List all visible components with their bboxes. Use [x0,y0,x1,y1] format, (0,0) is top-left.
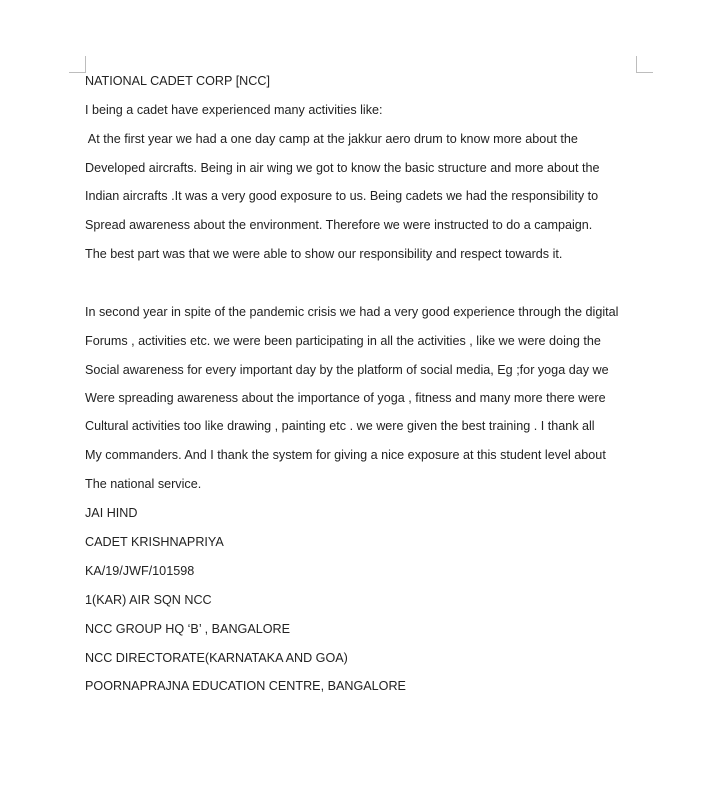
paragraph1-line: At the first year we had a one day camp at the jakkur aero drum to know more about the [85,132,578,146]
paragraph2-line: Forums , activities etc. we were been participating in all the activities , like we were doing the [85,334,601,348]
paragraph2-line: Cultural activities too like drawing , painting etc . we were given the best training . I thank all [85,419,595,433]
margin-corner-top-left [69,56,86,73]
paragraph1-line: Spread awareness about the environment. Therefore we were instructed to do a campaign. [85,218,593,232]
paragraph2-line: Were spreading awareness about the importance of yoga , fitness and many more there were [85,391,606,405]
signoff-cadet-number: KA/19/JWF/101598 [85,564,195,578]
margin-corner-top-right [636,56,653,73]
document-title: NATIONAL CADET CORP [NCC] [85,74,270,88]
paragraph1-line: Indian aircrafts .It was a very good exposure to us. Being cadets we had the responsibility to [85,189,599,203]
signoff-group-hq: NCC GROUP HQ ‘B’ , BANGALORE [85,622,291,636]
intro-line: I being a cadet have experienced many activities like: [85,103,383,117]
signoff-directorate: NCC DIRECTORATE(KARNATAKA AND GOA) [85,651,348,665]
paragraph2-line: In second year in spite of the pandemic crisis we had a very good experience through the digital [85,305,619,319]
paragraph2-line: Social awareness for every important day by the platform of social media, Eg ;for yoga day we [85,363,609,377]
paragraph2-line: The national service. [85,477,202,491]
paragraph1-line: The best part was that we were able to show our responsibility and respect towards it. [85,247,563,261]
paragraph2-line: My commanders. And I thank the system for giving a nice exposure at this student level about [85,448,606,462]
paragraph1-line: Developed aircrafts. Being in air wing we got to know the basic structure and more about the [85,161,600,175]
signoff-jai-hind: JAI HIND [85,506,138,520]
signoff-squadron: 1(KAR) AIR SQN NCC [85,593,212,607]
signoff-cadet-name: CADET KRISHNAPRIYA [85,535,224,549]
signoff-institution: POORNAPRAJNA EDUCATION CENTRE, BANGALORE [85,679,406,693]
